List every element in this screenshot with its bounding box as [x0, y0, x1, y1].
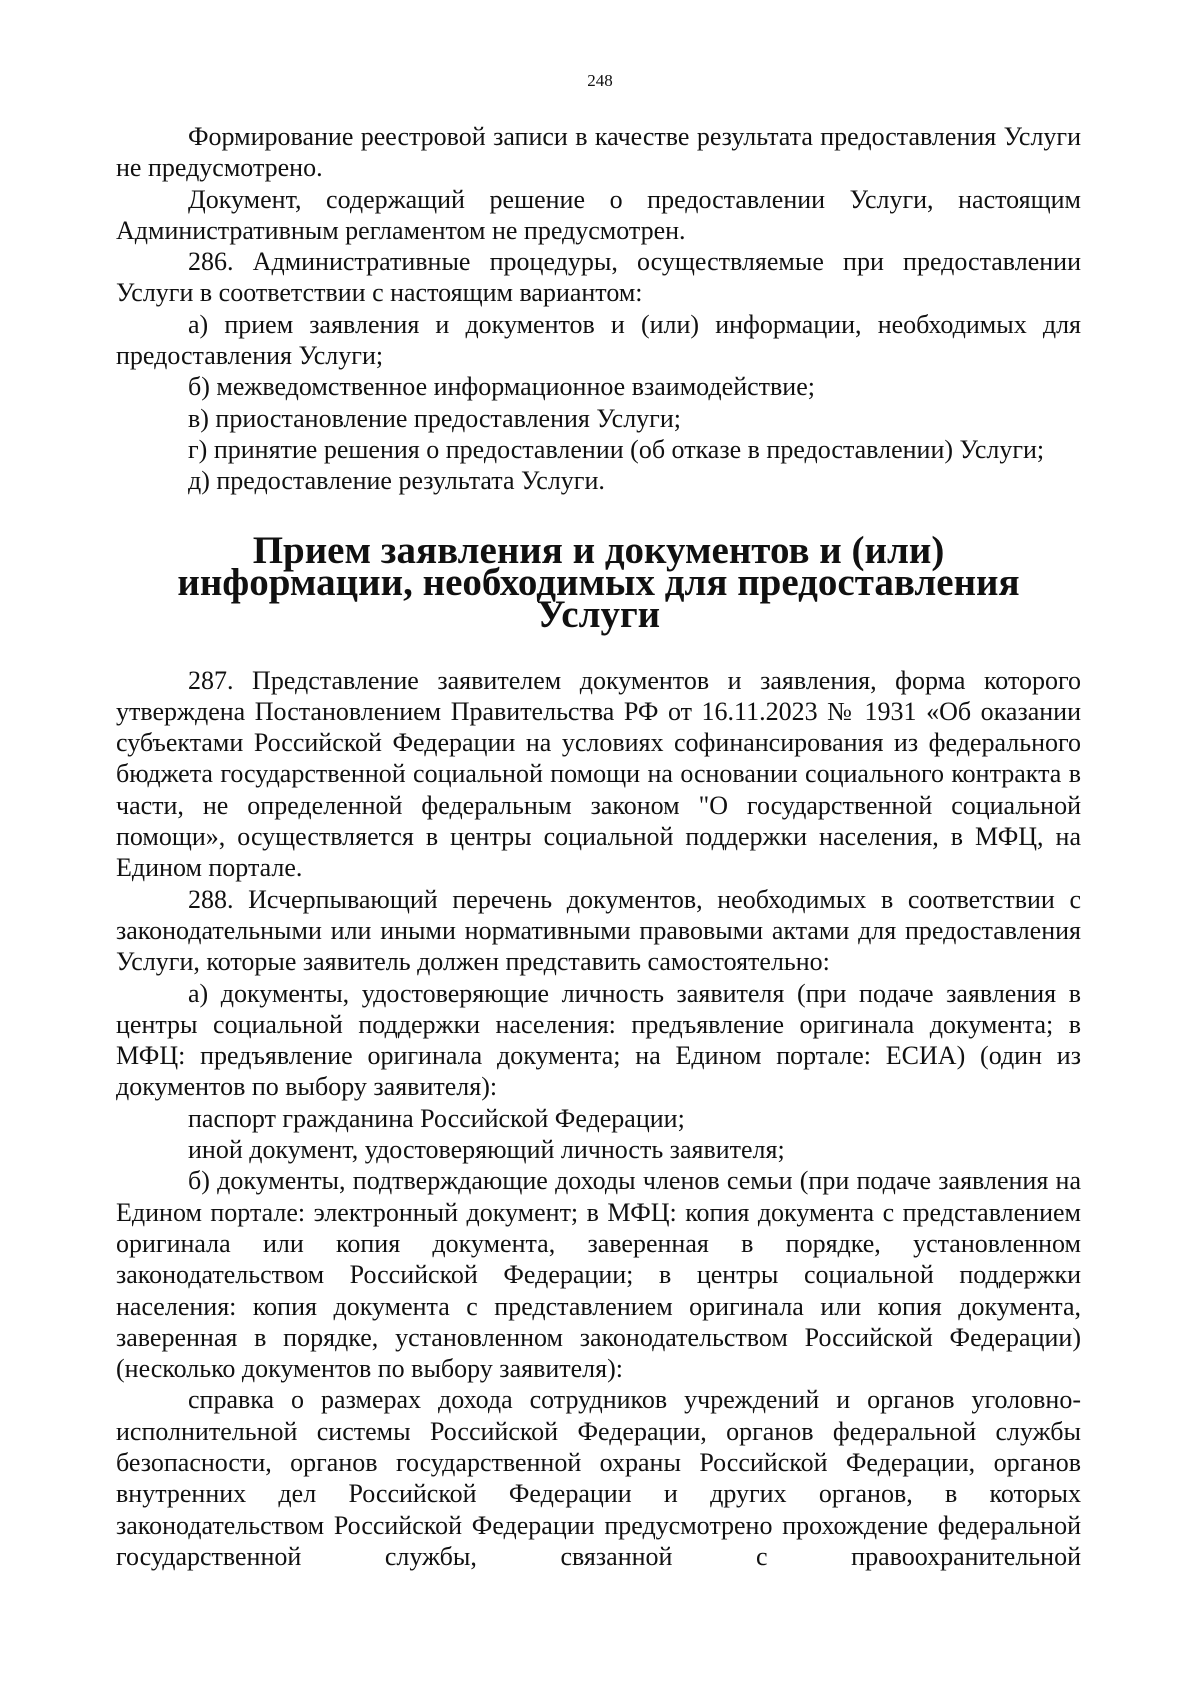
page-number: 248 [587, 71, 613, 90]
list-item-286-v: в) приостановление предоставления Услуги; [188, 403, 681, 433]
list-item-income-certificate: справка о размерах дохода сотрудников учреждений и органов уголовно-исполнительной системы Российской Федерации, органов федеральной службы безопасности, органов государственной охраны Российской Федерации, органов внутренних дел Российской Федерации и других органов, в которых законодательством Российской Федерации предусмотрено прохождение федеральной государственной службы, связанной с правоохранительной [116, 1385, 1081, 1571]
list-item-other-id: иной документ, удостоверяющий личность заявителя; [188, 1135, 785, 1165]
paragraph-288: 288. Исчерпывающий перечень документов, необходимых в соответствии с законодательными или иными нормативными правовыми актами для предоставления Услуги, которые заявитель должен представить самостоятельно: [116, 884, 1081, 977]
section-heading: Прием заявления и документов и (или) информации, необходимых для предоставления Услуги [177, 528, 1020, 636]
list-item-passport: паспорт гражданина Российской Федерации; [188, 1103, 685, 1133]
list-item-286-b: б) межведомственное информационное взаимодействие; [188, 372, 815, 402]
list-item-288-b: б) документы, подтверждающие доходы членов семьи (при подаче заявления на Едином портале: электронный документ; в МФЦ: копия документа с представлением оригинала или копия документа, заверенная в порядке, установленном законодательством Российской Федерации; в центры социальной поддержки населения: копия документа с представлением оригинала или копия документа, заверенная в порядке, установленном законодательством Российской Федерации) (несколько документов по выбору заявителя): [116, 1166, 1081, 1384]
paragraph-286: 286. Административные процедуры, осуществляемые при предоставлении Услуги в соответствии с настоящим вариантом: [116, 247, 1081, 308]
paragraph-decision-document: Документ, содержащий решение о предоставлении Услуги, настоящим Административным регламентом не предусмотрен. [116, 184, 1081, 245]
list-item-288-a: а) документы, удостоверяющие личность заявителя (при подаче заявления в центры социальной поддержки населения: предъявление оригинала документа; в МФЦ: предъявление оригинала документа; на Едином портале: ЕСИА) (один из документов по выбору заявителя): [116, 978, 1081, 1102]
paragraph-registry-record: Формирование реестровой записи в качестве результата предоставления Услуги не предусмотрено. [116, 122, 1081, 183]
list-item-286-d: д) предоставление результата Услуги. [188, 466, 605, 496]
list-item-286-g: г) принятие решения о предоставлении (об отказе в предоставлении) Услуги; [188, 434, 1045, 464]
document-body [116, 121, 1081, 1572]
paragraph-287: 287. Представление заявителем документов и заявления, форма которого утверждена Постановлением Правительства РФ от 16.11.2023 № 1931 «Об оказании субъектами Российской Федерации на условиях софинансирования из федерального бюджета государственной социальной помощи на основании социального контракта в части, не определенной федеральным законом "О государственной социальной помощи», осуществляется в центры социальной поддержки населения, в МФЦ, на Едином портале. [116, 665, 1081, 883]
list-item-286-a: а) прием заявления и документов и (или) информации, необходимых для предоставления Услуги; [116, 309, 1081, 371]
